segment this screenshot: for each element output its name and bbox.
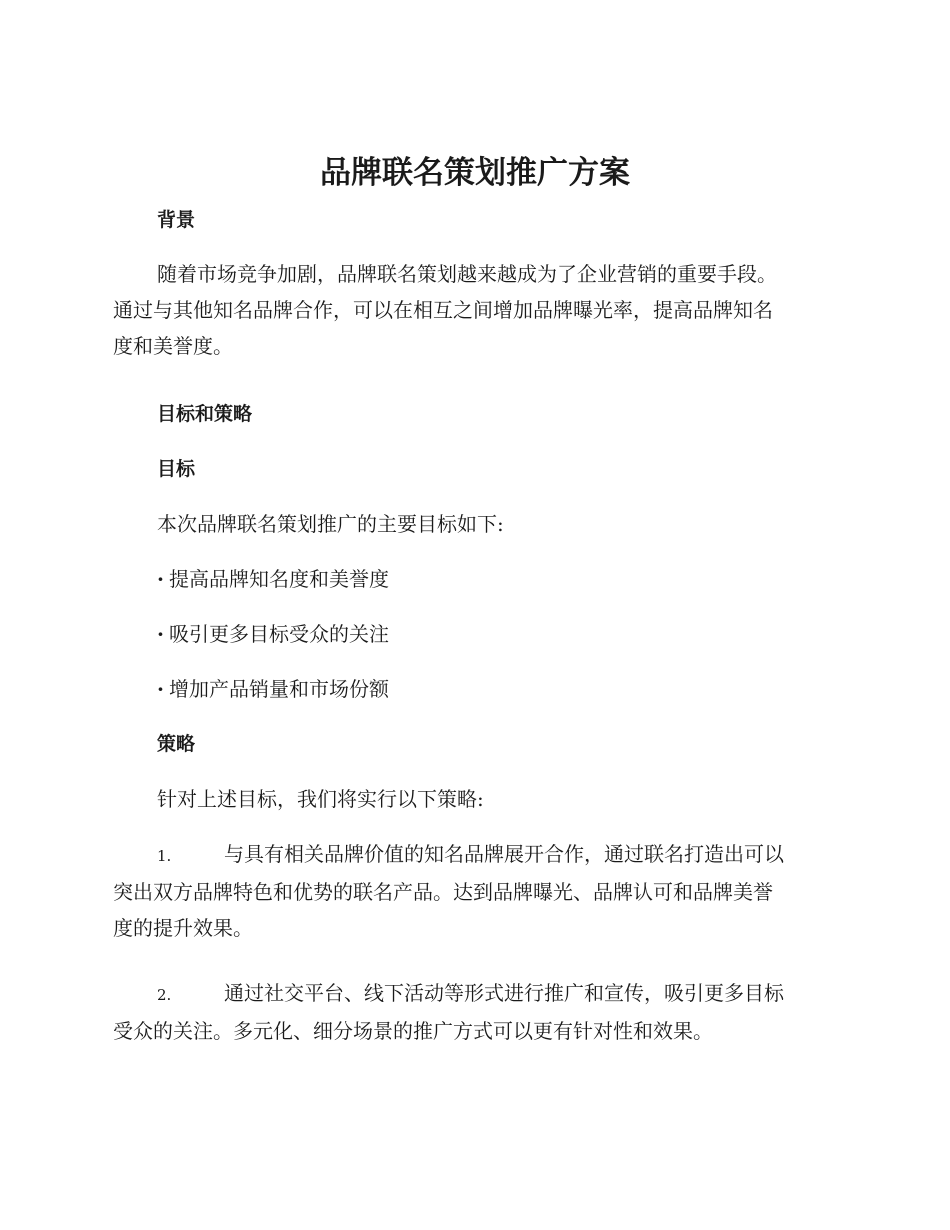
goals-intro: 本次品牌联名策划推广的主要目标如下: (157, 512, 504, 536)
strategy-item-text: 与具有相关品牌价值的知名品牌展开合作，通过联名打造出可以 突出双方品牌特色和优势的联名产品。达到品牌曝光、品牌认可和品牌美誉 度的提升效果。 (113, 842, 784, 940)
goal-item (157, 619, 389, 649)
heading-strategy: 策略 (157, 733, 196, 755)
goal-item (157, 564, 389, 594)
strategy-item (113, 975, 838, 1049)
strategy-item-number: 2. (157, 986, 172, 1004)
strategy-item-text: 通过社交平台、线下活动等形式进行推广和宣传，吸引更多目标 受众的关注。多元化、细分场景的推广方式可以更有针对性和效果。 (113, 981, 784, 1043)
heading-background: 背景 (157, 209, 196, 231)
bullet-marker: · (157, 567, 164, 591)
goal-item (157, 674, 389, 704)
strategy-item (113, 836, 838, 946)
bullet-marker: · (157, 622, 164, 646)
document-title: 品牌联名策划推广方案 (320, 155, 630, 191)
bullet-marker: · (157, 677, 164, 701)
goal-item-text: 提高品牌知名度和美誉度 (169, 567, 389, 591)
goal-item-text: 吸引更多目标受众的关注 (169, 622, 389, 646)
strategy-intro: 针对上述目标，我们将实行以下策略: (157, 787, 484, 811)
strategy-item-number: 1. (157, 847, 172, 865)
background-paragraph: 随着市场竞争加剧，品牌联名策划越来越成为了企业营销的重要手段。 通过与其他知名品牌合作，可以在相互之间增加品牌曝光率，提高品牌知名 度和美誉度。 (113, 262, 777, 358)
heading-goals: 目标 (157, 458, 196, 480)
goal-item-text: 增加产品销量和市场份额 (169, 677, 389, 701)
heading-goals-and-strategy: 目标和策略 (157, 403, 253, 425)
